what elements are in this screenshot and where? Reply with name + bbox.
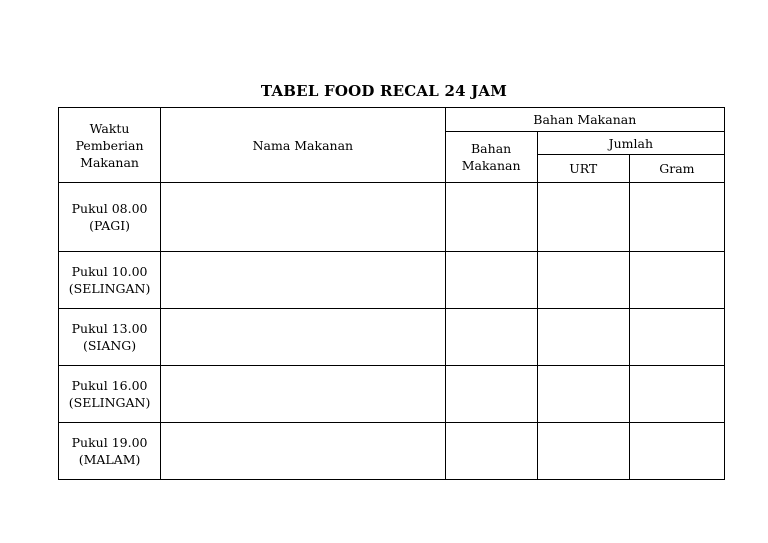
document-title: TABEL FOOD RECAL 24 JAM (260, 82, 508, 100)
time-value: Pukul 19.00 (71, 435, 148, 450)
header-bahan-line-2: Makanan (461, 158, 521, 173)
header-waktu-line-1: Waktu (89, 120, 130, 136)
table-row (59, 309, 725, 366)
header-jumlah: Jumlah (537, 132, 724, 155)
time-value: Pukul 16.00 (71, 378, 148, 393)
bahan-makanan-cell[interactable] (445, 183, 537, 252)
bahan-makanan-cell[interactable] (445, 366, 537, 423)
header-urt: URT (537, 155, 629, 183)
meal-label: (PAGI) (89, 218, 131, 233)
meal-label: (SELINGAN) (68, 395, 151, 410)
time-cell (59, 252, 161, 309)
bahan-makanan-cell[interactable] (445, 309, 537, 366)
gram-cell[interactable] (629, 252, 724, 309)
nama-makanan-cell[interactable] (161, 366, 445, 423)
nama-makanan-cell[interactable] (161, 309, 445, 366)
gram-cell[interactable] (629, 423, 724, 480)
gram-cell[interactable] (629, 366, 724, 423)
header-waktu-line-3: Makanan (80, 154, 139, 170)
urt-cell[interactable] (537, 423, 629, 480)
header-bahan-makanan-group: Bahan Makanan (445, 108, 724, 132)
urt-cell[interactable] (537, 252, 629, 309)
meal-label: (SELINGAN) (68, 281, 151, 296)
gram-cell[interactable] (629, 309, 724, 366)
nama-makanan-cell[interactable] (161, 183, 445, 252)
time-cell (59, 366, 161, 423)
meal-label: (SIANG) (82, 338, 137, 353)
time-value: Pukul 10.00 (71, 264, 148, 279)
time-value: Pukul 08.00 (71, 201, 148, 216)
table-row (59, 366, 725, 423)
header-bahan-makanan (445, 132, 537, 183)
header-gram: Gram (629, 155, 724, 183)
bahan-makanan-cell[interactable] (445, 252, 537, 309)
food-recall-table (58, 107, 725, 480)
table-row (59, 183, 725, 252)
header-waktu-line-2: Pemberian (75, 137, 144, 153)
urt-cell[interactable] (537, 183, 629, 252)
nama-makanan-cell[interactable] (161, 423, 445, 480)
header-bahan-line-1: Bahan (471, 141, 512, 156)
meal-label: (MALAM) (78, 452, 141, 467)
time-cell (59, 423, 161, 480)
time-cell (59, 183, 161, 252)
header-nama-makanan: Nama Makanan (161, 108, 445, 183)
nama-makanan-cell[interactable] (161, 252, 445, 309)
urt-cell[interactable] (537, 366, 629, 423)
header-waktu-pemberian-makanan (59, 108, 161, 183)
table-row (59, 423, 725, 480)
urt-cell[interactable] (537, 309, 629, 366)
table-row (59, 252, 725, 309)
gram-cell[interactable] (629, 183, 724, 252)
time-cell (59, 309, 161, 366)
bahan-makanan-cell[interactable] (445, 423, 537, 480)
time-value: Pukul 13.00 (71, 321, 148, 336)
